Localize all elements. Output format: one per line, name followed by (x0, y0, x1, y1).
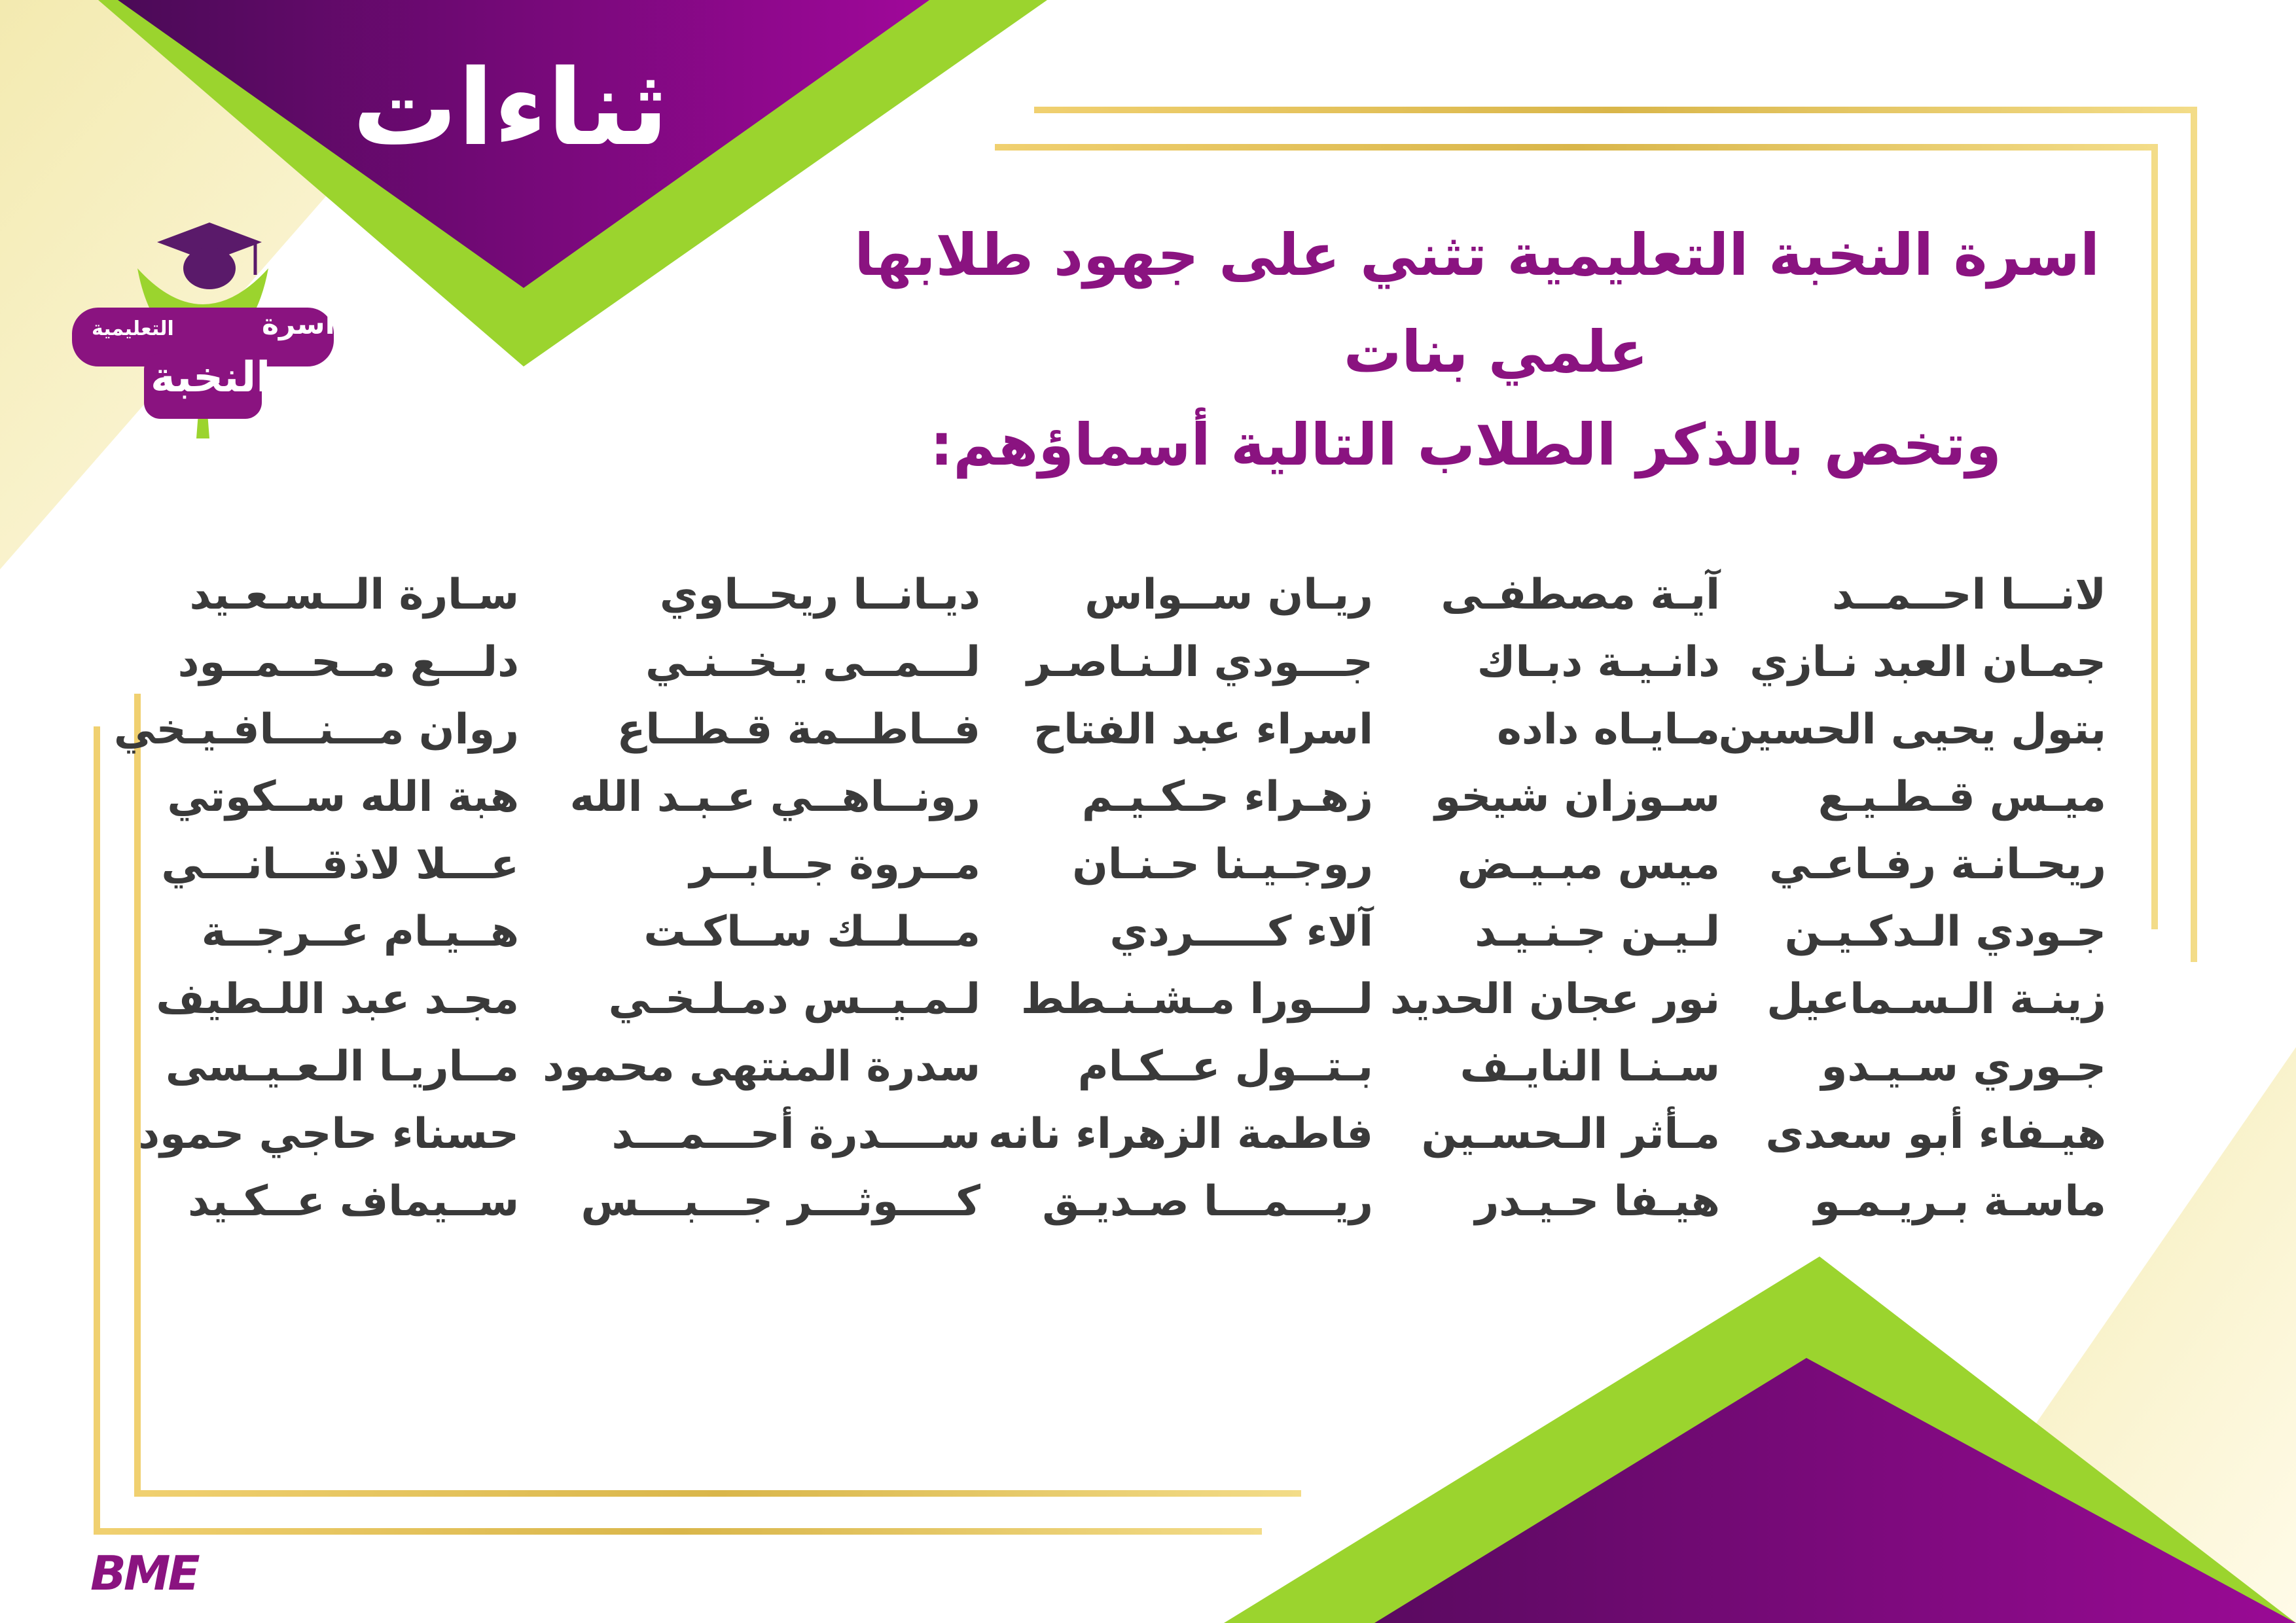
name-item: جـوري سـيـدو (1821, 1043, 2106, 1091)
name-item: فاطمة الزهراء نانه (988, 1110, 1373, 1158)
name-item: لـــورا مـشـنـطط (1020, 975, 1373, 1024)
name-item: عـــلا لاذقـــانـــي (161, 840, 519, 889)
name-item: ميس مبـيـض (1457, 840, 1720, 889)
name-item: مـــلــك ســاكـت (643, 908, 980, 956)
names-column-2 (1327, 562, 1720, 1236)
logo-text-line3: التعليمية (92, 317, 174, 340)
name-item: روجـيـنا حـنـان (1072, 840, 1373, 889)
name-item: سـوزان شيخو (1435, 773, 1720, 821)
name-item: جمـان العبد نـازي (1749, 638, 2106, 687)
name-item: لانـــا احــمــد (1831, 571, 2106, 619)
name-item: آلاء كـــــردي (1109, 908, 1373, 956)
heading-line-2: علمي بنات (1343, 318, 1648, 385)
name-item: نور عجان الحديد (1390, 975, 1720, 1024)
name-item: مجـد عبد اللـطيف (156, 975, 519, 1024)
name-item: سـارة الــسـعـيد (189, 571, 519, 619)
name-item: لـمـيــس دمـلـخـي (608, 975, 980, 1024)
name-item: دانـيـة دبـاك (1477, 638, 1720, 687)
name-item: سدرة المنتهى محمود (543, 1043, 980, 1091)
name-item: ســيماف عــكـيد (187, 1177, 519, 1226)
name-item: مـأثر الـحسـين (1421, 1110, 1720, 1158)
name-item: بـتــول عــكـام (1077, 1043, 1373, 1091)
name-item: زهـراء حـكـيـم (1081, 773, 1373, 821)
name-item: جـودي الـدكـيـن (1784, 908, 2106, 956)
name-item: مــاريـا الـعـيـسى (165, 1043, 519, 1091)
name-item: ريـان ســواس (1085, 571, 1373, 619)
name-item: هــيـام عــرجــة (201, 908, 519, 956)
names-column-3 (967, 562, 1373, 1236)
name-item: حسناء حاجي حمود (138, 1110, 519, 1158)
name-item: اسراء عبد الفتاح (1033, 705, 1373, 754)
name-item: زينـة الـسـماعيل (1767, 975, 2106, 1024)
names-column-4 (543, 562, 980, 1236)
name-item: ماسـة بـريـمـو (1814, 1177, 2106, 1226)
name-item: هبة الله ســكوتي (167, 773, 519, 821)
heading-line-3: وتخص بالذكر الطلاب التالية أسماؤهم: (930, 411, 2001, 478)
logo-text-line2: النخبة (151, 353, 271, 402)
name-item: مـايـاه داده (1497, 705, 1720, 754)
name-item: ديـانــا ريحــاوي (659, 571, 980, 619)
name-item: هيـفاء أبو سعدى (1765, 1110, 2106, 1158)
name-item: ريـــمـــا صـديـق (1042, 1177, 1373, 1226)
name-item: لـيـن جـنـيـد (1475, 908, 1720, 956)
name-item: آيـة مصطفـى (1441, 571, 1720, 619)
badge-title: ثناءات (352, 46, 669, 169)
name-item: لـــمــى يـخــنـي (645, 638, 980, 687)
brand-logo: BME (90, 1546, 198, 1601)
name-item: فــاطــمة قـطــاع (617, 705, 980, 754)
name-item: رونــاهــي عـبـد الله (569, 773, 980, 821)
name-item: جـــودي الـنـاصـر (1026, 638, 1373, 687)
name-item: ميـس قـطـيـع (1818, 773, 2106, 821)
heading-line-1: اسرة النخبة التعليمية تثني على جهود طلابها (854, 221, 2100, 289)
name-item: روان مـــنـــافـيـخي (113, 705, 519, 754)
name-item: مــروة جــابــر (689, 840, 980, 889)
name-item: سـنـا النايـف (1460, 1043, 1720, 1091)
name-item: دلـــع مــحــمــود (177, 638, 519, 687)
name-item: ســــدرة أحـــمـــد (611, 1110, 980, 1158)
names-column-1 (1718, 562, 2106, 1236)
logo (59, 223, 347, 445)
name-item: هيـفا حـيـدر (1475, 1177, 1720, 1226)
name-item: ريحـانـة رفـاعـي (1769, 840, 2106, 889)
name-item: كــــوثـــر جـــبـــس (581, 1177, 980, 1226)
logo-text-line1: أسرة (262, 308, 335, 341)
names-column-5 (113, 562, 519, 1236)
name-item: بتول يحيى الحسين (1718, 705, 2106, 754)
